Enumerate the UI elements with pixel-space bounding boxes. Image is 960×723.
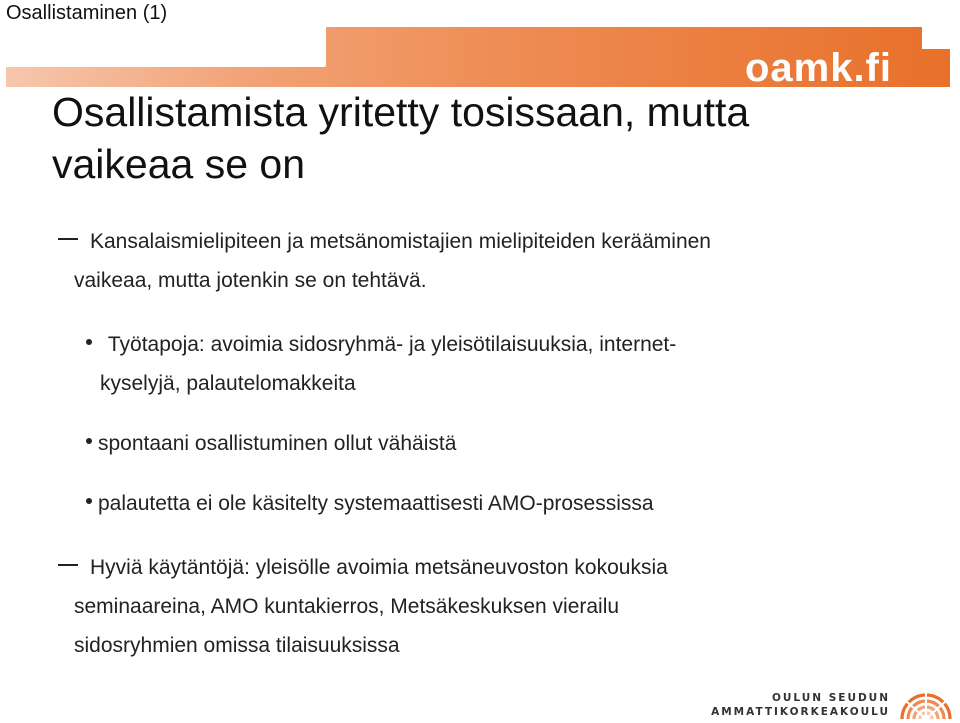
sub1-line1-row bbox=[86, 332, 676, 357]
oamk-logo-text: oamk.fi bbox=[744, 46, 892, 90]
item2-line2: seminaareina, AMO kuntakierros, Metsäkeskuksen vierailu bbox=[74, 595, 620, 618]
sub3-text: palautetta ei ole käsitelty systemaattisesti AMO-prosessissa bbox=[98, 492, 654, 515]
bullet-icon bbox=[86, 339, 92, 345]
title-line-2: vaikeaa se on bbox=[52, 141, 306, 187]
item2-line1: Hyviä käytäntöjä: yleisölle avoimia metsäneuvoston kokouksia bbox=[90, 556, 668, 579]
banner-notch-right bbox=[922, 27, 950, 49]
org-line-2: AMMATTIKORKEAKOULU bbox=[711, 706, 890, 718]
org-line-1: OULUN SEUDUN bbox=[771, 692, 890, 704]
banner-notch-left bbox=[6, 27, 326, 67]
item2-line2-row bbox=[74, 594, 619, 619]
organization-name bbox=[711, 691, 890, 719]
item2-line3-row bbox=[74, 633, 400, 658]
item1-line1-row bbox=[58, 229, 711, 254]
slide-title bbox=[52, 86, 932, 190]
dash-icon bbox=[58, 238, 78, 240]
title-line-1: Osallistamista yritetty tosissaan, mutta bbox=[52, 89, 750, 135]
sub1-line2: kyselyjä, palautelomakkeita bbox=[100, 372, 356, 395]
bullet-icon bbox=[86, 438, 92, 444]
slide-label: Osallistaminen (1) bbox=[6, 2, 168, 24]
sub3-row bbox=[86, 491, 654, 516]
item1-line2: vaikeaa, mutta jotenkin se on tehtävä. bbox=[74, 269, 427, 292]
sub2-text: spontaani osallistuminen ollut vähäistä bbox=[98, 432, 457, 455]
sub1-line2-row bbox=[100, 371, 356, 396]
item1-line1: Kansalaismielipiteen ja metsänomistajien mielipiteiden kerääminen bbox=[90, 230, 711, 253]
oamk-sunburst-logo-icon bbox=[898, 685, 954, 721]
sub1-line1: Työtapoja: avoimia sidosryhmä- ja yleisötilaisuuksia, internet- bbox=[107, 333, 677, 356]
dash-icon bbox=[58, 564, 78, 566]
item2-line3: sidosryhmien omissa tilaisuuksissa bbox=[74, 634, 400, 657]
bullet-icon bbox=[86, 498, 92, 504]
sub2-row bbox=[86, 431, 456, 456]
item1-line2-row bbox=[74, 268, 427, 293]
item2-line1-row bbox=[58, 555, 668, 580]
slide-footer bbox=[0, 683, 960, 723]
slide-header-bar bbox=[0, 0, 960, 26]
